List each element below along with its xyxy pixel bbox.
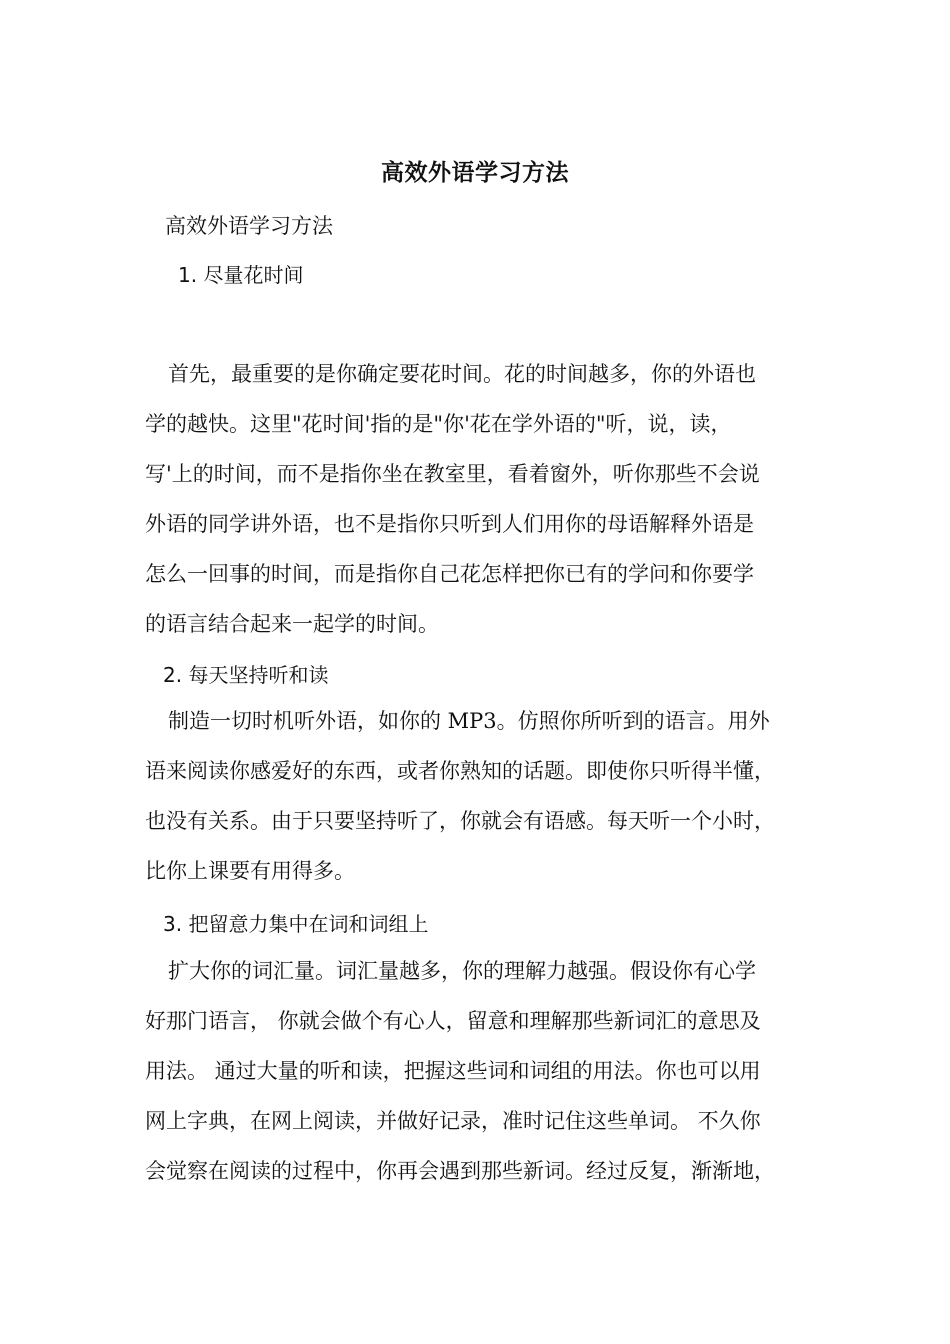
section-heading-2: 2. 每天坚持听和读 [163, 663, 329, 687]
paragraph-line: 语来阅读你感爱好的东西，或者你熟知的话题。即使你只听得半懂， [145, 759, 775, 783]
paragraph-line: 写'上的时间，而不是指你坐在教室里，看着窗外，听你那些不会说 [145, 462, 760, 486]
paragraph-line: 也没有关系。由于只要坚持听了，你就会有语感。每天听一个小时， [145, 809, 775, 833]
paragraph-line: 网上字典，在网上阅读，并做好记录，准时记住这些单词。 不久你 [145, 1109, 761, 1133]
paragraph-line: 用法。 通过大量的听和读，把握这些词和词组的用法。你也可以用 [145, 1059, 761, 1083]
paragraph-line: 外语的同学讲外语，也不是指你只听到人们用你的母语解释外语是 [145, 512, 754, 536]
paragraph-line: 怎么一回事的时间，而是指你自己花怎样把你已有的学问和你要学 [145, 562, 754, 586]
section-heading-1: 1. 尽量花时间 [178, 263, 304, 287]
paragraph-line: 首先，最重要的是你确定要花时间。花的时间越多，你的外语也 [168, 362, 756, 386]
section-paragraph-2 [145, 696, 825, 896]
paragraph-line: 的语言结合起来一起学的时间。 [145, 612, 439, 636]
document-subtitle: 高效外语学习方法 [165, 214, 333, 238]
paragraph-line: 好那门语言， 你就会做个有心人，留意和理解那些新词汇的意思及 [145, 1009, 761, 1033]
paragraph-line: 会觉察在阅读的过程中，你再会遇到那些新词。经过反复，渐渐地， [145, 1159, 775, 1183]
section-paragraph-1 [145, 349, 825, 649]
section-paragraph-3 [145, 946, 825, 1196]
paragraph-line: 制造一切时机听外语，如你的 MP3。仿照你所听到的语言。用外 [168, 709, 770, 733]
paragraph-line: 扩大你的词汇量。词汇量越多，你的理解力越强。假设你有心学 [168, 959, 756, 983]
document-title: 高效外语学习方法 [381, 159, 569, 186]
paragraph-line: 比你上课要有用得多。 [145, 859, 355, 883]
section-heading-3: 3. 把留意力集中在词和词组上 [163, 912, 429, 936]
paragraph-line: 学的越快。这里"花时间'指的是"你'花在学外语的"听，说，读， [145, 412, 732, 436]
